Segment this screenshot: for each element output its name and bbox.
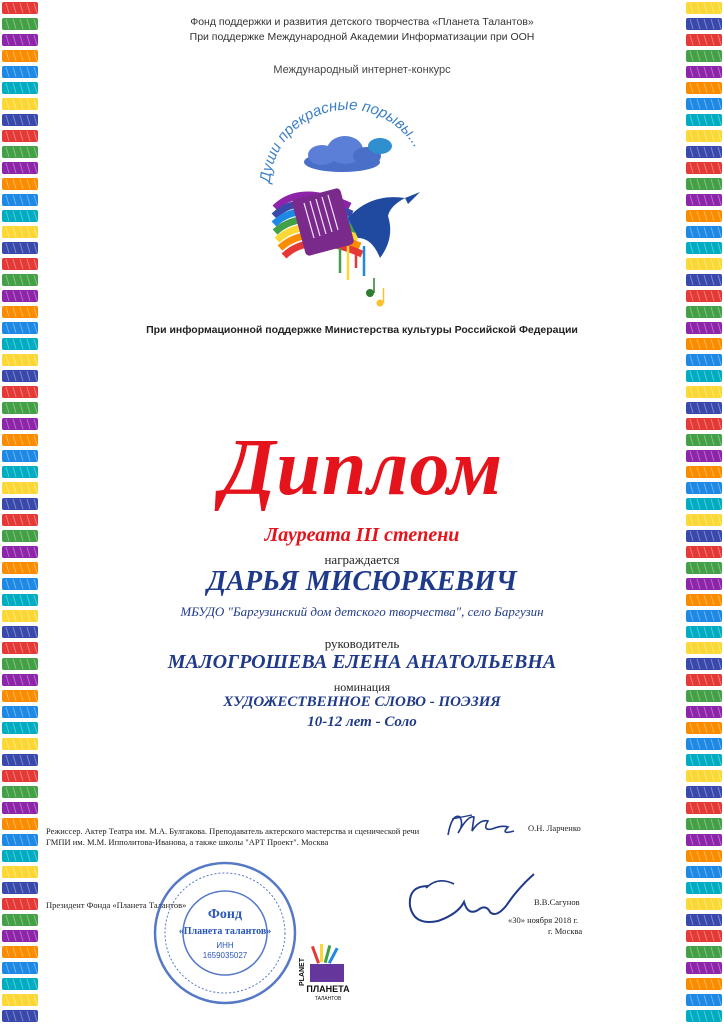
director-credentials-line-1: Режиссер. Актер Театра им. М.А. Булгакова. Преподаватель актерского мастерства и сценической речи bbox=[46, 826, 420, 836]
leader-label: руководитель bbox=[324, 636, 400, 651]
planet-title: ПЛАНЕТА bbox=[306, 984, 350, 994]
nomination-label: номинация bbox=[333, 680, 391, 694]
stamp-line-4: 1659035027 bbox=[202, 951, 248, 960]
awarded-label: награждается bbox=[324, 552, 400, 567]
right-decorative-border bbox=[684, 0, 724, 1024]
planet-vertical-text: PLANET bbox=[299, 958, 306, 986]
organization-line-2: При поддержке Международной Академии Информатизации при ООН bbox=[189, 31, 535, 43]
logo-slogan: Души прекрасные порывы... bbox=[256, 96, 427, 184]
stamp-line-2: «Планета талантов» bbox=[178, 926, 272, 937]
left-decorative-border bbox=[0, 0, 40, 1024]
planet-talantov-logo bbox=[292, 936, 352, 1004]
diploma-title: Диплом bbox=[220, 424, 504, 512]
president-signature bbox=[398, 866, 538, 936]
music-notes-icon bbox=[366, 278, 384, 307]
president-name: В.В.Сагунов bbox=[534, 897, 580, 907]
institution: МБУДО "Баргузинский дом детского творчества", село Баргузин bbox=[180, 604, 544, 619]
director-name: О.Н. Ларченко bbox=[528, 823, 581, 833]
ministry-support: При информационной поддержке Министерства культуры Российской Федерации bbox=[146, 324, 578, 336]
paint-brushes-icon bbox=[310, 944, 344, 982]
issue-date: «30» ноября 2018 г. bbox=[508, 915, 579, 925]
organization-stamp bbox=[150, 858, 300, 1008]
planet-subtitle: ТАЛАНТОВ bbox=[314, 996, 342, 1002]
organization-line-1: Фонд поддержки и развития детского творчества «Планета Талантов» bbox=[190, 16, 534, 28]
recipient-name: ДАРЬЯ МИСЮРКЕВИЧ bbox=[207, 566, 517, 597]
age-category: 10-12 лет - Соло bbox=[307, 714, 417, 730]
contest-type: Международный интернет-конкурс bbox=[273, 64, 451, 76]
stamp-line-1: Фонд bbox=[207, 907, 243, 922]
president-label: Президент Фонда «Планета Талантов» bbox=[46, 900, 187, 910]
nomination: ХУДОЖЕСТВЕННОЕ СЛОВО - ПОЭЗИЯ bbox=[223, 694, 501, 710]
director-signature bbox=[442, 805, 532, 845]
issue-city: г. Москва bbox=[548, 926, 583, 936]
director-credentials-line-2: ГМПИ им. М.М. Ипполитова-Иванова, а также школы "АРТ Проект". Москва bbox=[46, 837, 329, 847]
contest-logo bbox=[230, 88, 460, 320]
laureate-degree: Лауреата III степени bbox=[264, 524, 460, 546]
stamp-line-3: ИНН bbox=[216, 941, 234, 950]
leader-name: МАЛОГРОШЕВА ЕЛЕНА АНАТОЛЬЕВНА bbox=[167, 651, 557, 673]
